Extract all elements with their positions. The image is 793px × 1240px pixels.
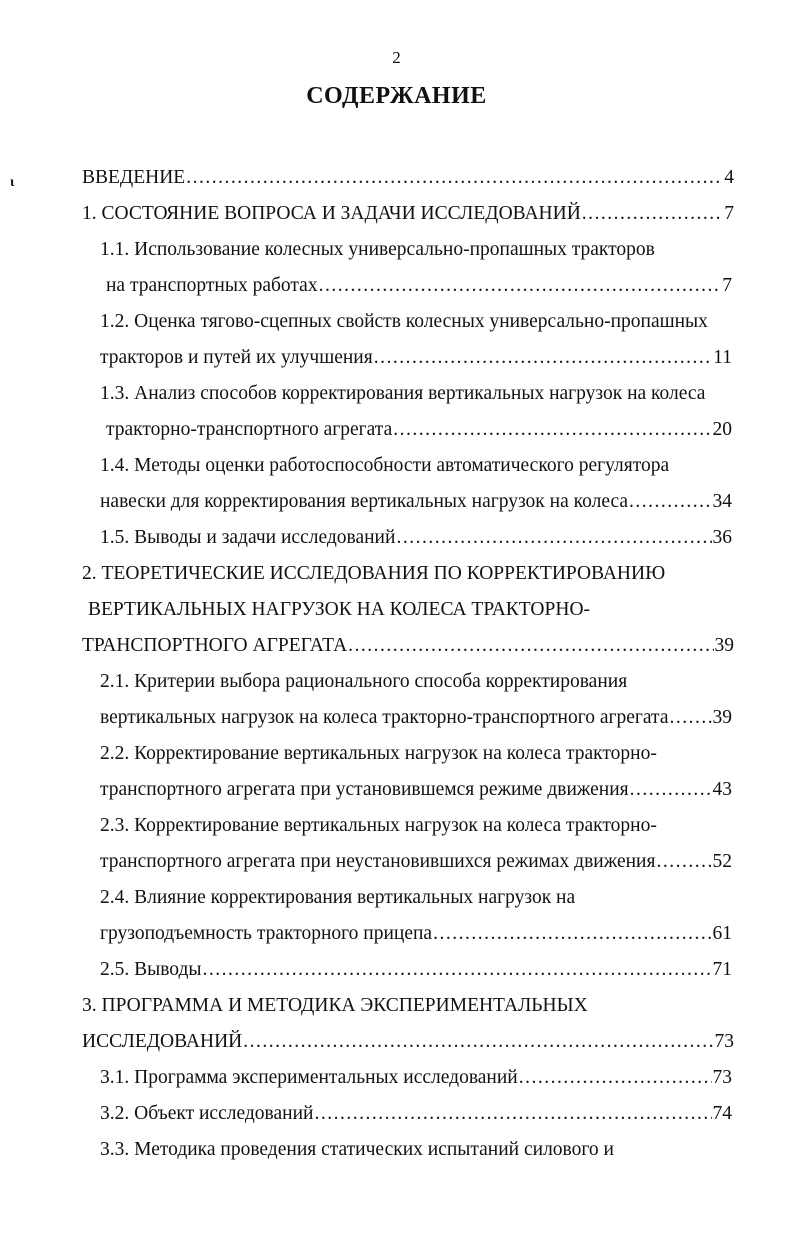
page-number: 2 — [392, 48, 401, 67]
toc-entry-2-4-line-2: грузоподъемность тракторного прицепа ..... 61 — [100, 916, 732, 952]
toc-entry-introduction: ВВЕДЕНИЕ ..... 4 — [82, 160, 734, 196]
toc-entry-1-2-line-2: тракторов и путей их улучшения ..... 11 — [100, 340, 732, 376]
toc-entry-1-5: 1.5. Выводы и задачи исследований ..... 36 — [100, 520, 732, 556]
toc-entry-1-4-line-2: навески для корректирования вертикальных нагрузок на колеса ..... 34 — [100, 484, 732, 520]
toc-entry-chapter-3-line-1: 3. ПРОГРАММА И МЕТОДИКА ЭКСПЕРИМЕНТАЛЬНЫХ — [82, 995, 588, 1016]
toc-entry-2-2-line-2: транспортного агрегата при установившемся режиме движения ..... 43 — [100, 772, 732, 808]
toc-entry-chapter-2-line-3: ТРАНСПОРТНОГО АГРЕГАТА ..... 39 — [82, 628, 734, 664]
toc-entry-2-3-line-2: транспортного агрегата при неустановившихся режимах движения ..... 52 — [100, 844, 732, 880]
toc-entry-2-3-line-1: 2.3. Корректирование вертикальных нагрузок на колеса тракторно- — [100, 815, 657, 836]
toc-entry-2-5: 2.5. Выводы ..... 71 — [100, 952, 732, 988]
toc-entry-chapter-2-line-2: ВЕРТИКАЛЬНЫХ НАГРУЗОК НА КОЛЕСА ТРАКТОРНО- — [88, 599, 591, 620]
toc-entry-2-1-line-1: 2.1. Критерии выбора рационального способа корректирования — [100, 671, 628, 692]
toc-entry-2-4-line-1: 2.4. Влияние корректирования вертикальных нагрузок на — [100, 887, 576, 908]
toc-entry-1-2-line-1: 1.2. Оценка тягово-сцепных свойств колесных универсально-пропашных — [100, 311, 708, 332]
toc-entry-2-1-line-2: вертикальных нагрузок на колеса тракторно-транспортного агрегата ..... 39 — [100, 700, 732, 736]
toc-entry-chapter-3-line-2: ИССЛЕДОВАНИЙ ..... 73 — [82, 1024, 734, 1060]
toc-entry-1-1-line-2: на транспортных работах ..... 7 — [106, 268, 732, 304]
toc-entry-1-3-line-1: 1.3. Анализ способов корректирования вертикальных нагрузок на колеса — [100, 383, 706, 404]
toc-entry-3-2: 3.2. Объект исследований ..... 74 — [100, 1096, 732, 1132]
scan-mark: ɩ — [10, 175, 15, 190]
toc-entry-1-1-line-1: 1.1. Использование колесных универсально-пропашных тракторов — [100, 239, 655, 260]
toc-entry-chapter-2-line-1: 2. ТЕОРЕТИЧЕСКИЕ ИССЛЕДОВАНИЯ ПО КОРРЕКТИРОВАНИЮ — [82, 563, 666, 584]
toc-entry-3-1: 3.1. Программа экспериментальных исследований ..... 73 — [100, 1060, 732, 1096]
toc-entry-2-2-line-1: 2.2. Корректирование вертикальных нагрузок на колеса тракторно- — [100, 743, 657, 764]
toc-entry-chapter-1: 1. СОСТОЯНИЕ ВОПРОСА И ЗАДАЧИ ИССЛЕДОВАНИЙ ..... 7 — [82, 196, 734, 232]
toc-entry-1-3-line-2: тракторно-транспортного агрегата ..... 20 — [106, 412, 732, 448]
toc-entry-1-4-line-1: 1.4. Методы оценки работоспособности автоматического регулятора — [100, 455, 670, 476]
page-title: СОДЕРЖАНИЕ — [306, 83, 487, 109]
toc-entry-3-3-line-1: 3.3. Методика проведения статических испытаний силового и — [100, 1139, 614, 1160]
